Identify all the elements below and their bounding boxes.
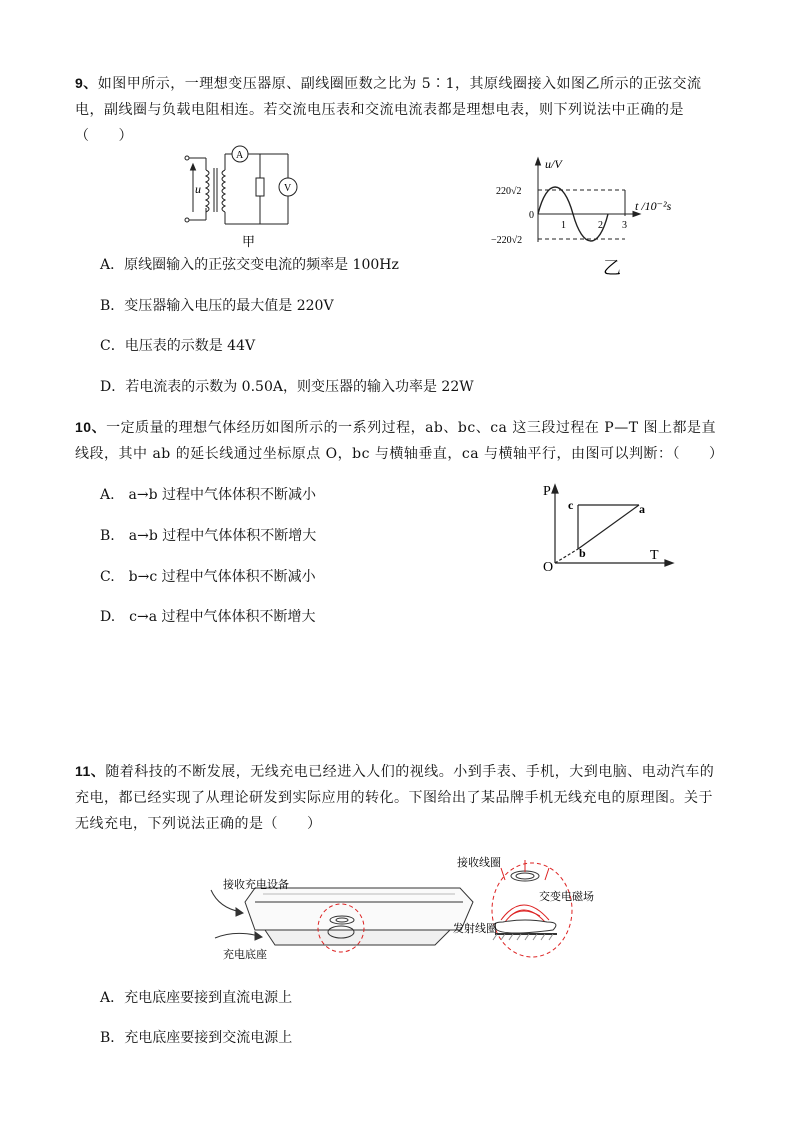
charging-base-label: 充电底座	[223, 949, 267, 961]
q9-option-b[interactable]: B．变压器输入电压的最大值是 220V	[100, 298, 334, 314]
question-10-text: 一定质量的理想气体经历如图所示的一系列过程，ab、bc、ca 这三段过程在 P—T 图上都是直线段，其中 ab 的延长线通过坐标原点 O，bc 与横轴垂直，ca 与横轴平行，由图可以判断：（ ）	[75, 420, 724, 462]
point-c-label: c	[568, 498, 574, 512]
ammeter-label: A	[236, 150, 244, 161]
point-b-label: b	[579, 546, 586, 560]
wireless-charging-figure	[205, 850, 615, 970]
question-10-number: 10、	[75, 419, 107, 435]
y-axis-label: u/V	[545, 157, 562, 171]
pt-graph	[535, 475, 685, 575]
q10-option-b[interactable]: B. a→b 过程中气体体积不断增大	[100, 528, 317, 544]
origin-o-label: O	[543, 560, 554, 575]
tick-3: 3	[622, 220, 627, 231]
sine-voltage-graph	[485, 150, 695, 278]
t-axis-label: T	[650, 548, 659, 563]
y-min-label: −220√2	[491, 235, 523, 246]
u-label: u	[195, 182, 201, 196]
origin-label: 0	[529, 210, 534, 221]
y-max-label: 220√2	[496, 186, 522, 197]
question-11-text: 随着科技的不断发展，无线充电已经进入人们的视线。小到手表、手机，大到电脑、电动汽车的充电，都已经实现了从理论研发到实际应用的转化。下图给出了某品牌手机无线充电的原理图。关于无线充电，下列说法正确的是（ ）	[75, 764, 715, 832]
p-axis-label: P	[543, 484, 551, 499]
x-axis-label: t /10⁻²s	[635, 199, 672, 213]
transformer-circuit-figure	[180, 140, 310, 252]
receiver-device-label: 接收充电设备	[223, 879, 289, 891]
point-a-label: a	[639, 502, 645, 516]
transmit-coil-label: 发射线圈	[453, 923, 497, 935]
question-11-number: 11、	[75, 763, 106, 779]
q11-option-b[interactable]: B．充电底座要接到交流电源上	[100, 1030, 293, 1046]
tick-1: 1	[561, 220, 566, 231]
figure-yi-caption: 乙	[603, 258, 621, 278]
q10-option-d[interactable]: D. c→a 过程中气体体积不断增大	[100, 609, 316, 625]
receive-coil-label: 接收线圈	[457, 857, 501, 869]
question-9-text: 如图甲所示，一理想变压器原、副线圈匝数之比为 5∶1，其原线圈接入如图乙所示的正弦交流电，副线圈与负载电阻相连。若交流电压表和交流电流表都是理想电表，则下列说法中正确的是（ ）	[75, 76, 702, 144]
alternating-field-label: 交变电磁场	[539, 891, 594, 903]
q9-option-d[interactable]: D．若电流表的示数为 0.50A，则变压器的输入功率是 22W	[100, 379, 474, 395]
q11-option-a[interactable]: A．充电底座要接到直流电源上	[100, 990, 293, 1006]
q9-option-c[interactable]: C．电压表的示数是 44V	[100, 338, 256, 354]
tick-2: 2	[598, 220, 603, 231]
q10-option-a[interactable]: A. a→b 过程中气体体积不断减小	[100, 487, 317, 503]
question-10-stem	[75, 414, 725, 467]
q10-option-c[interactable]: C. b→c 过程中气体体积不断减小	[100, 569, 316, 585]
question-9-number: 9、	[75, 75, 98, 91]
q9-option-a[interactable]: A．原线圈输入的正弦交变电流的频率是 100Hz	[100, 257, 399, 273]
figure-jia-caption: 甲	[242, 234, 256, 249]
question-11-stem	[75, 758, 725, 837]
voltmeter-label: V	[284, 183, 292, 194]
question-9-stem	[75, 70, 725, 149]
